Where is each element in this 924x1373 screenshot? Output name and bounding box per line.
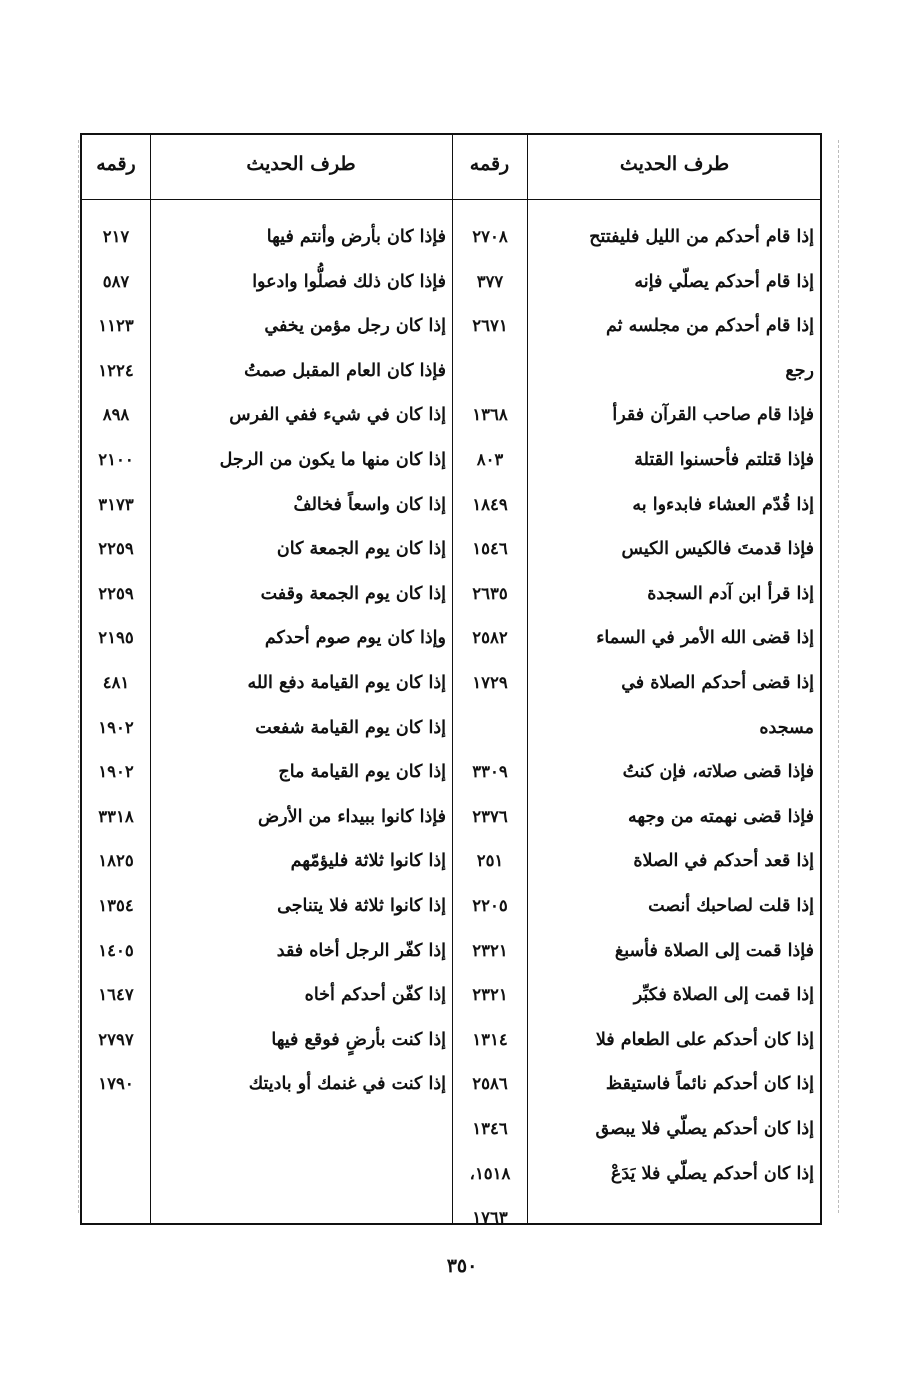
index-table (80, 133, 822, 1228)
entry-number: ٢٣٢١ (472, 940, 508, 960)
header-divider (82, 199, 820, 200)
entry-text: إذا كان في شيء ففي الفرس (229, 405, 446, 426)
entry-text: إذا كان أحدكم على الطعام فلا (595, 1029, 814, 1050)
entry-number: ٢٦٣٥ (472, 583, 508, 603)
entry-number (454, 349, 526, 393)
entry-text: إذا كفّر الرجل أخاه فقد (276, 940, 446, 961)
entry-number: ٢٧٩٧ (98, 1029, 134, 1049)
entry-number: ٢٥٨٢ (472, 628, 508, 648)
entry-text: إذا كان يوم القيامة ماج (278, 762, 446, 783)
entry-text: إذا قمت إلى الصلاة فكبِّر (633, 985, 814, 1006)
entry-number: ١٧٢٩ (472, 673, 508, 692)
entry-text: إذا كان يوم الجمعة كان (276, 539, 446, 560)
entry-text: إذا قضى أحدكم الصلاة في (621, 673, 814, 693)
entry-text: فإذا كانوا ببيداء من الأرض (257, 806, 446, 827)
entry-number: ١٩٠٢ (98, 762, 134, 782)
entry-text: إذا كنت في غنمك أو باديتك (248, 1074, 446, 1095)
entry-text: فإذا قمت إلى الصلاة فأسبغ (614, 940, 814, 961)
entry-number: ١٨٢٥ (98, 851, 134, 871)
entry-text: إذا قعد أحدكم في الصلاة (633, 851, 814, 872)
entry-text: فإذا كان العام المقبل صمتُ (244, 360, 446, 381)
entry-text (534, 1196, 814, 1240)
page-number: ٣٥٠ (446, 1255, 478, 1277)
entry-number: ١٧٩٠ (98, 1074, 134, 1094)
entry-text: وإذا كان يوم صوم أحدكم (264, 628, 446, 649)
entry-text: فإذا قدمتَ فالكيس الكيس (621, 539, 814, 560)
entry-number: ٢٧٠٨ (472, 227, 508, 246)
divider-center (452, 135, 453, 1223)
entry-text: إذا كان أحدكم يصلّي فلا يبصق (595, 1119, 814, 1139)
entry-number: ٤٨١ (102, 673, 130, 692)
entry-text: إذا قُدّم العشاء فابدءوا به (632, 494, 814, 515)
header-right-num: رقمه (469, 153, 510, 175)
entry-text: إذا كانوا ثلاثة فليؤمّهم (290, 851, 446, 872)
entry-text: إذا كان يوم الجمعة وقفت (260, 583, 446, 604)
entry-number: ١٨٤٩ (472, 494, 508, 514)
entry-number: ٨٩٨ (102, 405, 130, 425)
entry-number: ٢٢٥٩ (98, 583, 134, 603)
entry-text: إذا كان واسعاً فخالفْ (293, 494, 446, 515)
entry-text: فإذا قام صاحب القرآن فقرأ (612, 405, 814, 426)
entry-text: إذا كان رجل مؤمن يخفي (264, 316, 446, 337)
entry-number: ٥٨٧ (102, 271, 130, 291)
entry-number: ٢١٠٠ (98, 450, 134, 469)
entry-number: ٢٥٨٦ (472, 1074, 508, 1094)
entry-number: ٢١٧ (102, 227, 130, 246)
entry-text: إذا كان يوم القيامة شفعت (255, 717, 446, 738)
entry-number: ٢٢٥٩ (98, 539, 134, 559)
entry-text: إذا كان منها ما يكون من الرجل (219, 450, 446, 470)
entry-number: ٣٣٠٩ (472, 762, 508, 782)
entry-text: إذا قرأ ابن آدم السجدة (647, 583, 814, 604)
entry-text: فإذا كان بأرض وأنتم فيها (266, 227, 446, 247)
entry-number: ٢٥١ (476, 851, 504, 871)
entry-number: ١٣٤٦ (472, 1119, 508, 1138)
divider-right-num (527, 135, 528, 1223)
entry-number: ١٩٠٢ (98, 717, 134, 737)
entry-text: فإذا قضى صلاته، فإن كنتُ (622, 762, 814, 783)
entry-text: رجع (785, 360, 814, 381)
entry-text: فإذا كان ذلك فصلُّوا وادعوا (252, 271, 446, 292)
entry-text: إذا قضى الله الأمر في السماء (596, 628, 814, 649)
entry-number: ٢٣٧٦ (472, 806, 508, 826)
entry-number: ١٣٥٤ (98, 896, 134, 915)
entry-number: ٢١٩٥ (98, 628, 134, 648)
header-right-title: طرف الحديث (619, 153, 730, 175)
entry-number: ٢٦٧١ (472, 316, 508, 336)
entry-text: إذا كان أحدكم نائماً فاستيقظ (605, 1074, 814, 1095)
entry-number: ١٥١٨، (469, 1163, 511, 1183)
entry-text: مسجده (759, 717, 814, 738)
entry-number: ١٦٤٧ (98, 985, 134, 1005)
entry-number: ٣٧٧ (476, 271, 504, 291)
divider-left-num (150, 135, 151, 1223)
entry-text: إذا قام أحدكم يصلّي فإنه (634, 271, 814, 292)
entry-number: ٨٠٣ (476, 450, 504, 469)
entry-number: ١٣١٤ (472, 1029, 508, 1049)
entry-text: إذا قام أحدكم من مجلسه ثم (605, 316, 814, 337)
entry-number: ٣٣١٨ (98, 806, 134, 826)
entry-text: إذا قام أحدكم من الليل فليفتتح (589, 227, 814, 247)
entry-text: إذا كان أحدكم يصلّي فلا يَدَعْ (610, 1163, 814, 1184)
entry-number: ٢٣٢١ (472, 985, 508, 1005)
entry-text: إذا كفّن أحدكم أخاه (304, 985, 446, 1006)
entry-text: فإذا قتلتم فأحسنوا القتلة (634, 450, 814, 470)
entry-number: ١٧٦٣ (472, 1208, 508, 1228)
entry-text: إذا قلت لصاحبك أنصت (648, 896, 814, 916)
entry-text: إذا كانوا ثلاثة فلا يتناجى (277, 896, 446, 916)
entry-text: إذا كان يوم القيامة دفع الله (247, 673, 446, 693)
entry-number (454, 706, 526, 750)
entry-number: ١٤٠٥ (98, 940, 134, 960)
header-left-title: طرف الحديث (246, 153, 356, 175)
entry-number: ٣١٧٣ (98, 494, 134, 514)
entry-number: ١٢٢٤ (98, 360, 134, 380)
header-left-num: رقمه (96, 153, 136, 175)
entry-number: ٢٢٠٥ (472, 896, 508, 915)
entry-text: إذا كنت بأرضٍ فوقع فيها (271, 1029, 446, 1050)
entry-number: ١١٢٣ (98, 316, 134, 336)
entry-text: فإذا قضى نهمته من وجهه (628, 806, 814, 827)
entry-number: ١٣٦٨ (472, 405, 508, 425)
entry-number: ١٥٤٦ (472, 539, 508, 559)
